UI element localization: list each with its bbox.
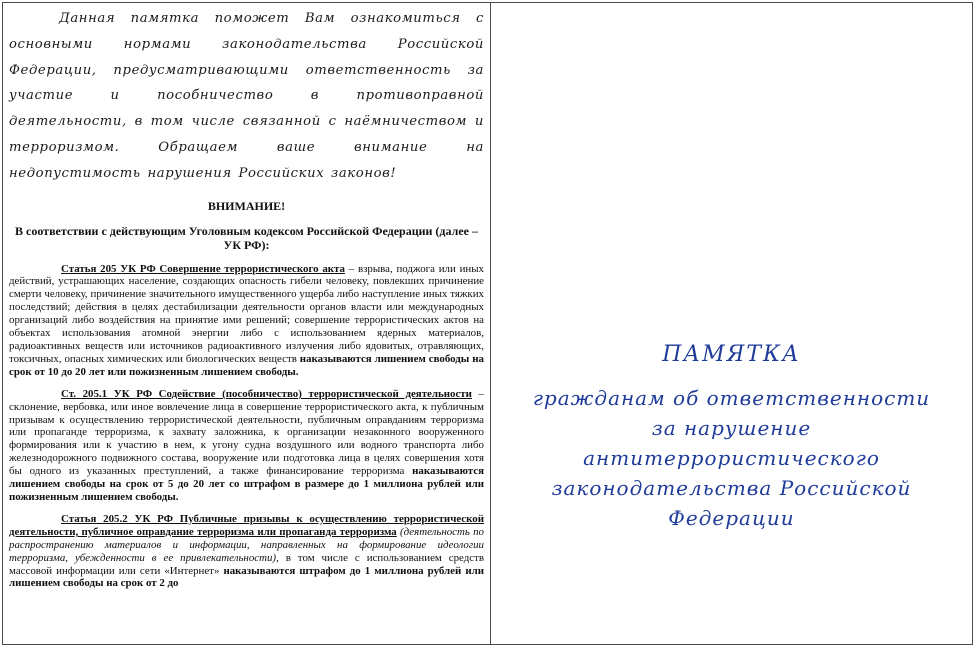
- memo-line: Федерации: [668, 506, 795, 530]
- article-205-2-title: Статья 205.2 УК РФ Публичные призывы к осуществлению террористической деятельности, публичное оправдание терроризма или пропаганда терроризма: [9, 512, 484, 538]
- article-205-title: Статья 205 УК РФ Совершение террористического акта: [61, 262, 345, 275]
- right-panel: [491, 3, 972, 644]
- article-205-2-body: , в том числе с использованием средств массовой информации или сети «Интернет»: [9, 551, 484, 577]
- intro-paragraph: Данная памятка поможет Вам ознакомиться с основными нормами законодательства Российской Федерации, предусматривающими ответственность за участие и пособничество в противоправной деятельности, в том числе связанной с наёмничеством и терроризмом. Обращаем ваше внимание на недопустимость нарушения Российских законов!: [9, 11, 484, 181]
- article-205-penalty: наказываются лишением свободы на срок от 10 до 20 лет или пожизненным лишением свободы.: [9, 352, 484, 378]
- memo-line: антитеррористического: [583, 446, 880, 470]
- article-205-2-note: (деятельность по распространению материалов и информации, направленных на формирование идеологии терроризма, убежденности в ее привлекательности): [9, 525, 484, 564]
- memo-title: ПАМЯТКА: [662, 342, 801, 367]
- article-205-1-title: Ст. 205.1 УК РФ Содействие (пособничество) террористической деятельности: [61, 387, 472, 400]
- article-205: [9, 263, 484, 379]
- leaflet-spread: [2, 2, 973, 645]
- criminal-code-intro: В соответствии с действующим Уголовным кодексом Российской Федерации (далее – УК РФ):: [15, 223, 478, 252]
- article-205-2-penalty: наказываются штрафом до 1 миллиона рублей или лишением свободы на срок от 2 до: [9, 564, 484, 590]
- article-205-body: – взрыва, поджога или иных действий, устрашающих население, создающих опасность гибели человеку, повлекших причинение смерти человеку, причинение значительного имущественного ущерба либо наступление иных тяжких последствий; действия в целях дестабилизации деятельности органов власти или международных организаций либо воздействия на принятие ими решений; совершение террористических актов на объектах использования атомной энергии либо с использованием ядерных материалов, радиоактивных веществ или источников радиоактивного излучения либо ядовитых, отравляющих, токсичных, опасных химических или биологических веществ: [9, 262, 484, 365]
- left-panel: [3, 3, 491, 644]
- article-205-1-penalty: наказываются лишением свободы на срок от 5 до 20 лет со штрафом в размере до 1 миллиона рублей или пожизненным лишением свободы.: [9, 465, 484, 503]
- article-205-1-body: – склонение, вербовка, или иное вовлечение лица в совершение террористического акта, к публичным призывам к осуществлению террористической деятельности, публичным оправданиям терроризма или пропаганде терроризма, к захвату заложника, к организации незаконного вооруженного формирования или к участию в нем, к угону судна воздушного или водного транспорта либо железнодорожного подвижного состава, вооружение или подготовка лица в целях совершения хотя бы одного из указанных преступлений, а также финансирование терроризма: [9, 387, 484, 478]
- memo-line: законодательства Российской: [551, 476, 912, 500]
- attention-heading: ВНИМАНИЕ!: [207, 198, 286, 213]
- memo-cover: [491, 340, 972, 533]
- memo-line: гражданам об ответственности: [532, 386, 931, 410]
- article-205-2: [9, 513, 484, 590]
- memo-line: за нарушение: [651, 416, 812, 440]
- article-205-1: [9, 388, 484, 504]
